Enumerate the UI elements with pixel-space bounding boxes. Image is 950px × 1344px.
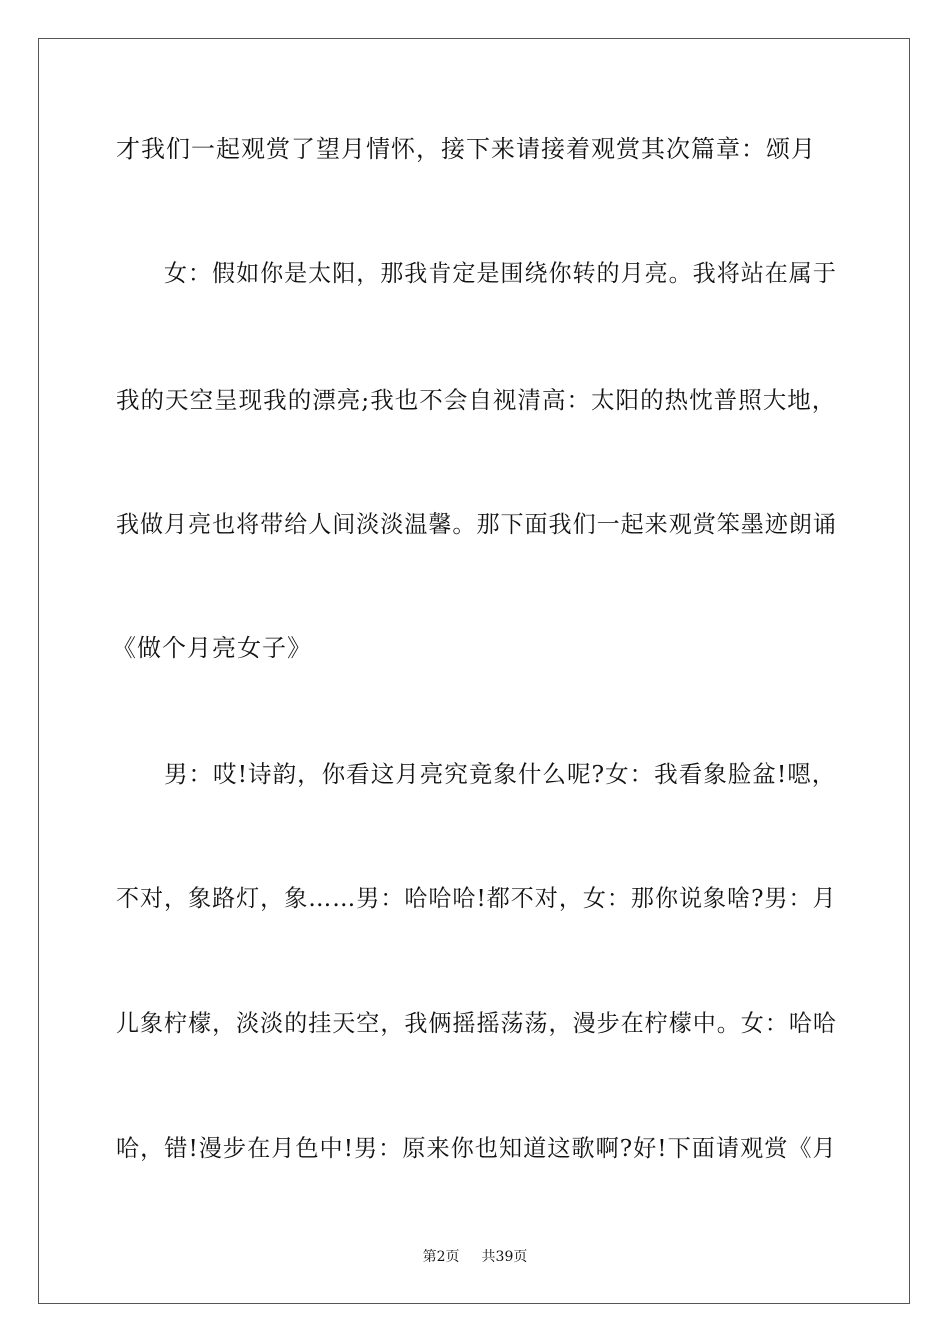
text-line-1: 才我们一起观赏了望月情怀，接下来请接着观赏其次篇章：颂月 [116,135,816,163]
text-line-5: 《做个月亮女子》 [112,634,312,662]
text-line-7: 不对，象路灯，象……男：哈哈哈!都不对，女：那你说象啥?男：月 [116,886,837,912]
text-line-6: 男：哎!诗韵，你看这月亮究竟象什么呢?女：我看象脸盆!嗯， [164,760,837,788]
text-line-9: 哈，错!漫步在月色中!男：原来你也知道这歌啊?好!下面请观赏《月 [116,1136,837,1162]
page-number: 第2页 [422,1249,460,1265]
page-footer [0,1248,950,1266]
page-total: 共39页 [481,1249,528,1265]
page-border [38,38,910,1304]
text-line-4: 我做月亮也将带给人间淡淡温馨。那下面我们一起来观赏笨墨迹朗诵 [116,512,837,538]
text-line-8: 儿象柠檬，淡淡的挂天空，我俩摇摇荡荡，漫步在柠檬中。女：哈哈 [116,1011,837,1037]
text-line-3: 我的天空呈现我的漂亮;我也不会自视清高：太阳的热忱普照大地， [116,386,837,414]
text-line-2: 女：假如你是太阳，那我肯定是围绕你转的月亮。我将站在属于 [164,261,837,287]
